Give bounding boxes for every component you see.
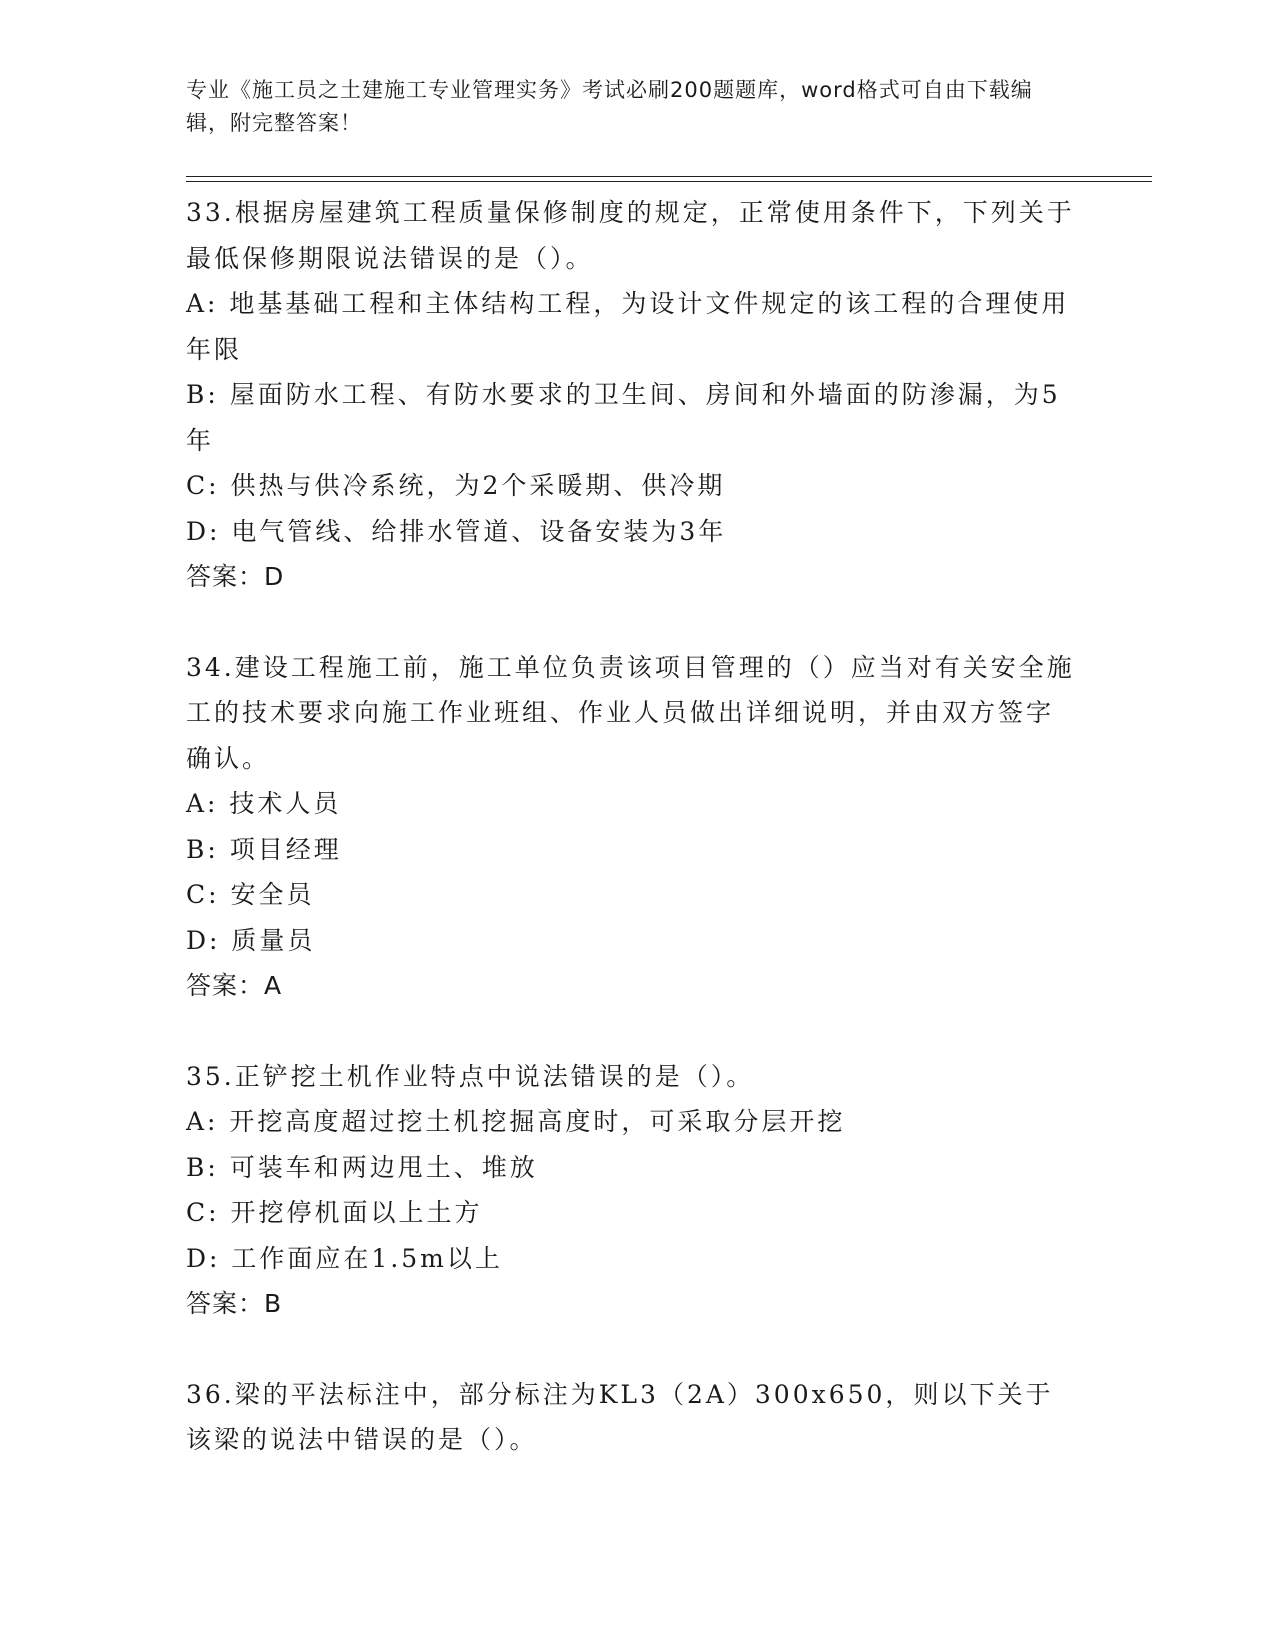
question-text: 36.梁的平法标注中，部分标注为KL3（2A）300x650，则以下关于该梁的说法中错误的是（）。 <box>186 1379 1054 1454</box>
option-a: A: 地基基础工程和主体结构工程，为设计文件规定的该工程的合理使用年限 <box>186 289 1070 364</box>
question-35 <box>186 1054 1076 1327</box>
question-34 <box>186 645 1076 1009</box>
answer: 答案：D <box>186 562 285 591</box>
option-d: D: 质量员 <box>186 925 316 955</box>
header-divider-bottom <box>186 181 1152 182</box>
option-a: A: 开挖高度超过挖土机挖掘高度时，可采取分层开挖 <box>186 1107 846 1136</box>
option-c: C: 开挖停机面以上土方 <box>186 1198 483 1227</box>
option-a: A: 技术人员 <box>186 789 342 818</box>
question-text: 33.根据房屋建筑工程质量保修制度的规定，正常使用条件下，下列关于最低保修期限说法错误的是（）。 <box>186 198 1075 273</box>
question-list <box>186 190 1076 1508</box>
option-c: C: 供热与供冷系统，为2个采暖期、供冷期 <box>186 471 726 500</box>
header-divider-top <box>186 176 1152 177</box>
option-d: D: 工作面应在1.5m以上 <box>186 1243 503 1273</box>
option-b: B: 可装车和两边甩土、堆放 <box>186 1152 538 1182</box>
option-b: B: 屋面防水工程、有防水要求的卫生间、房间和外墙面的防渗漏，为5年 <box>186 380 1061 455</box>
question-text: 34.建设工程施工前，施工单位负责该项目管理的（）应当对有关安全施工的技术要求向施工作业班组、作业人员做出详细说明，并由双方签字确认。 <box>186 652 1075 773</box>
question-33 <box>186 190 1076 600</box>
question-text: 35.正铲挖土机作业特点中说法错误的是（）。 <box>186 1061 755 1091</box>
answer: 答案：B <box>186 1289 283 1318</box>
answer: 答案：A <box>186 971 283 1000</box>
option-b: B: 项目经理 <box>186 834 342 864</box>
document-header: 专业《施工员之土建施工专业管理实务》考试必刷200题题库，word格式可自由下载编辑，附完整答案！ <box>186 78 1033 135</box>
option-d: D: 电气管线、给排水管道、设备安装为3年 <box>186 516 727 546</box>
option-c: C: 安全员 <box>186 880 315 909</box>
question-36 <box>186 1372 1076 1463</box>
